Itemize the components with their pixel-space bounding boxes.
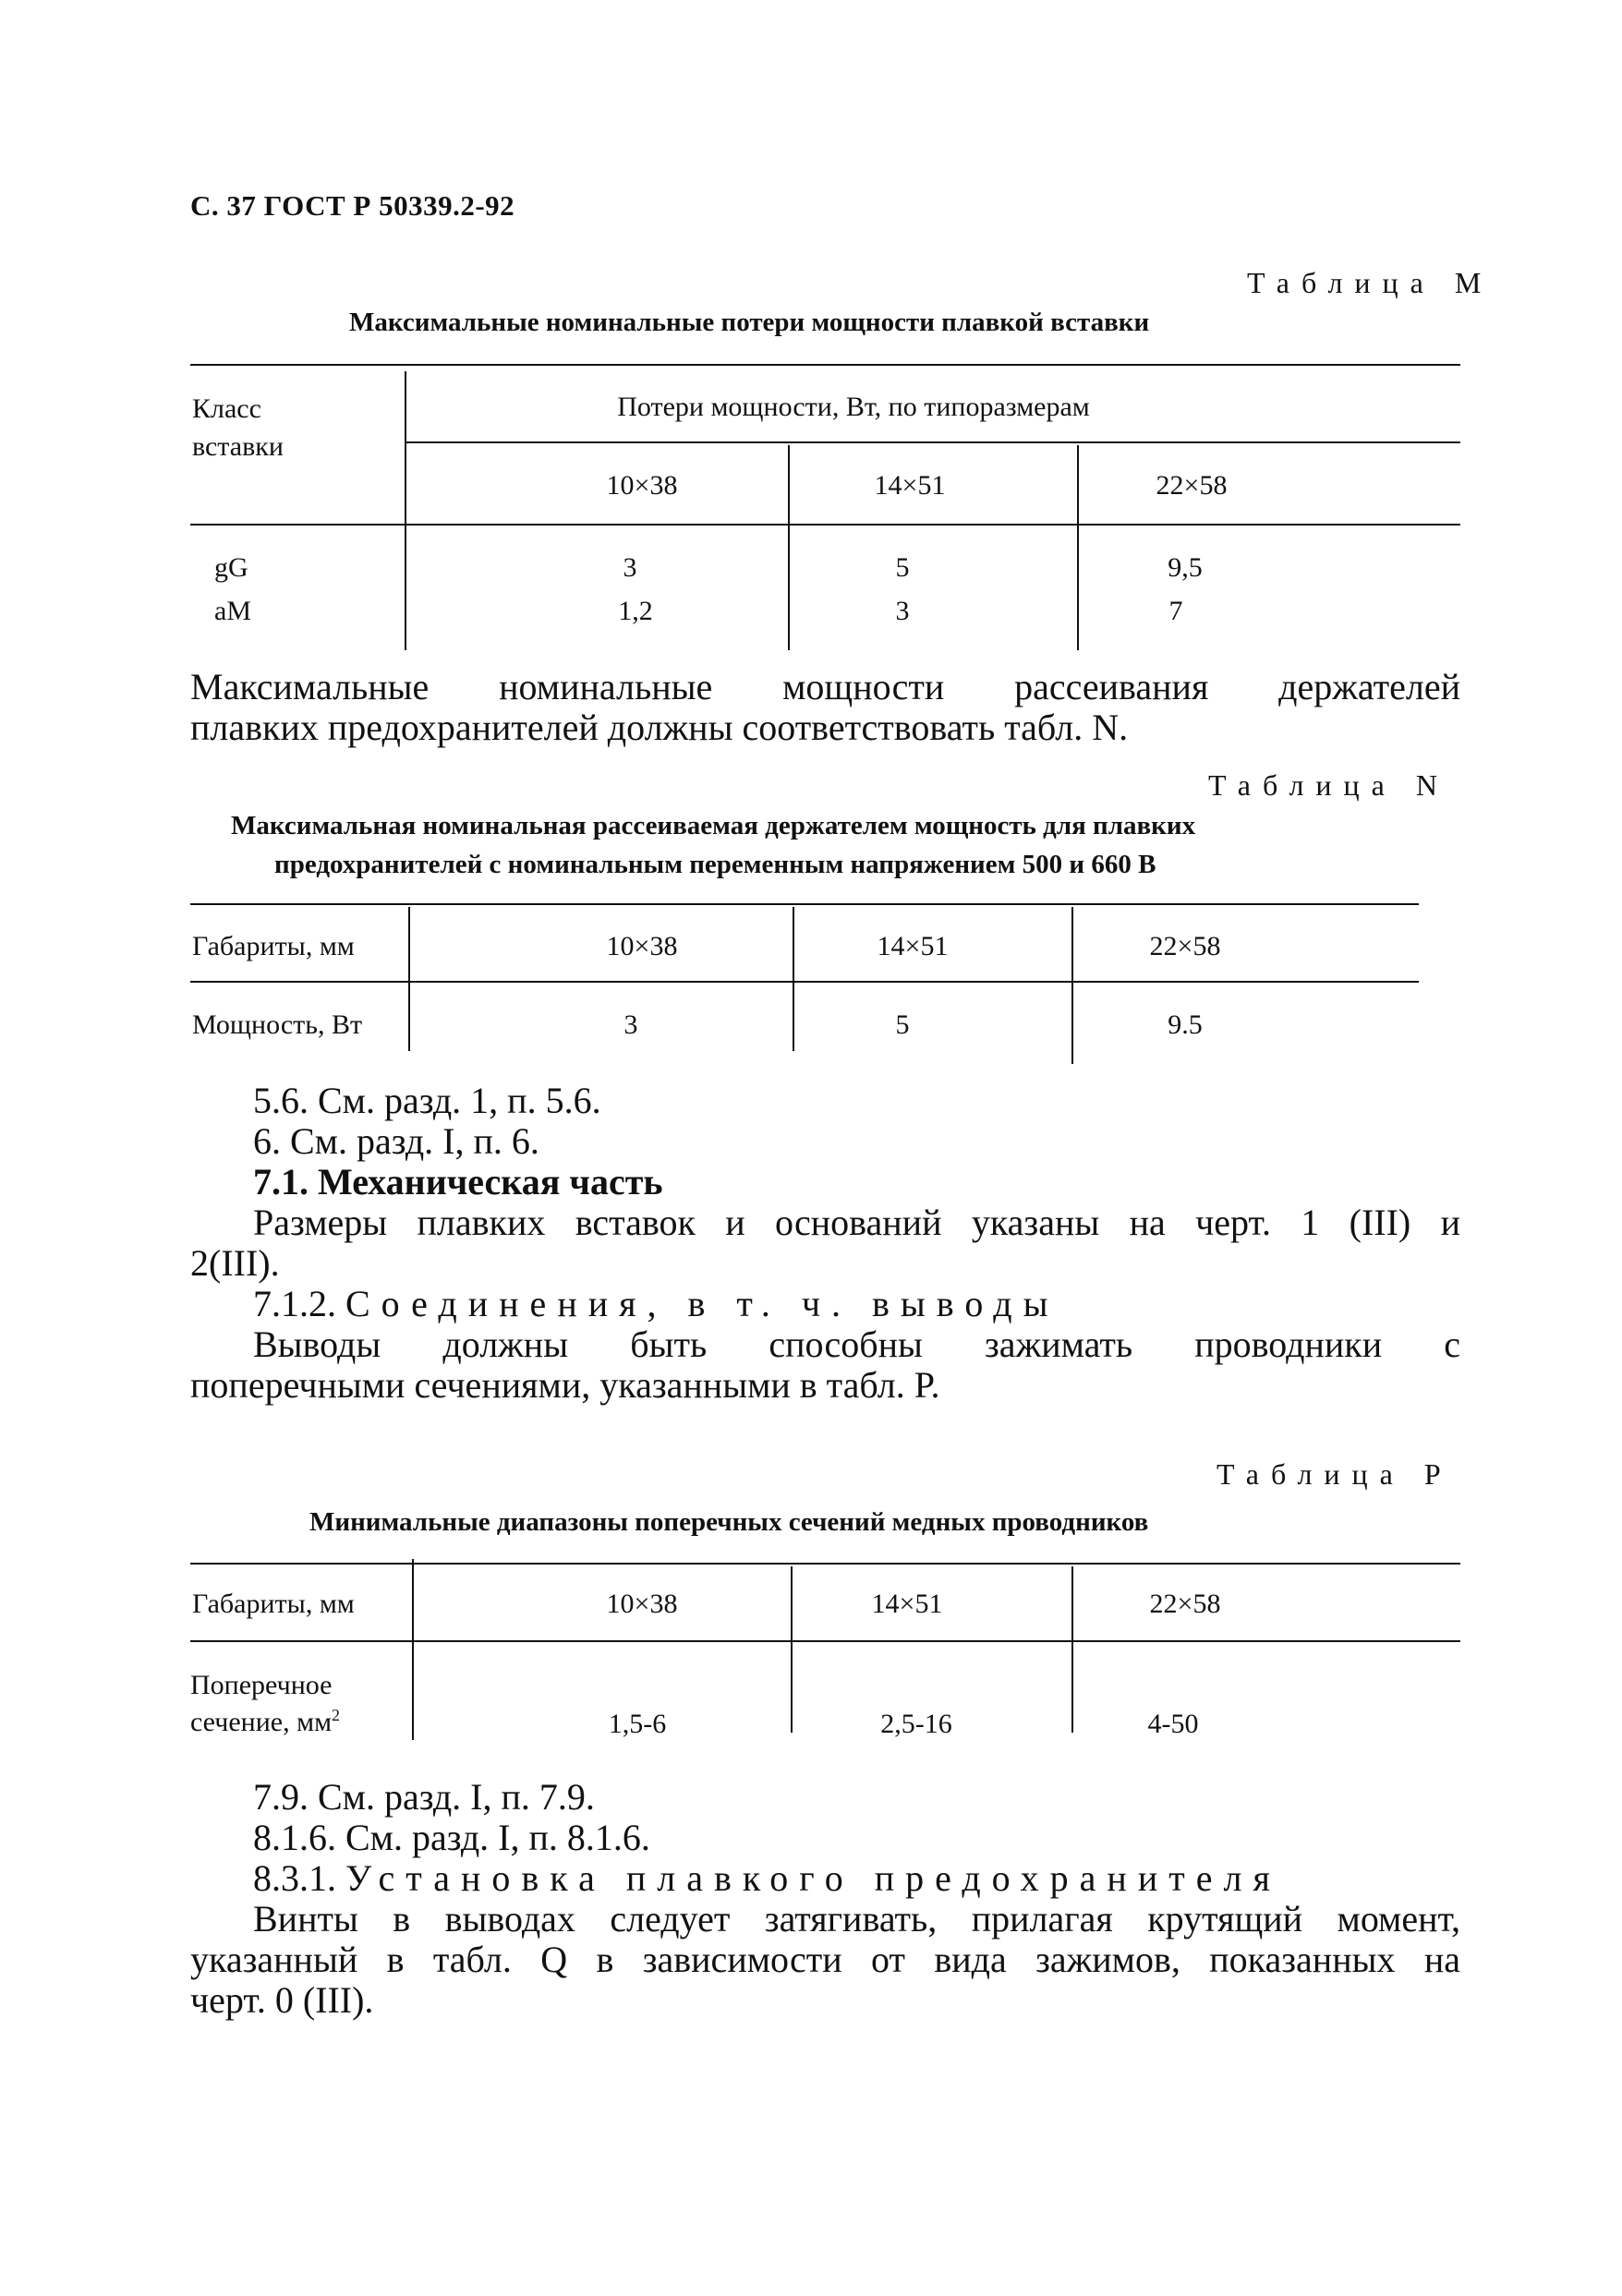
section-6: 6. См. разд. I, п. 6.: [253, 1120, 539, 1162]
table-m-size-3: 22×58: [1156, 470, 1228, 501]
table-p-value-3: 4-50: [1147, 1709, 1199, 1739]
table-p-size-2: 14×51: [871, 1589, 943, 1619]
section-7-9: 7.9. См. разд. I, п. 7.9.: [253, 1776, 595, 1818]
table-p-title: Минимальные диапазоны поперечных сечений медных проводников: [309, 1507, 1149, 1537]
table-p-size-3: 22×58: [1149, 1589, 1221, 1619]
table-m-row2-value2: 3: [895, 596, 910, 626]
table-n-value-3: 9.5: [1168, 1009, 1203, 1040]
table-n-title-line1: Максимальная номинальная рассеиваемая держателем мощность для плавких: [231, 811, 1196, 840]
table-m-caption: Таблица M: [1247, 266, 1494, 299]
table-n-row1-label: Габариты, мм: [192, 931, 355, 961]
table-p-caption: Таблица P: [1216, 1457, 1453, 1491]
table-m-row1-value2: 5: [895, 552, 910, 583]
table-n-row2-label: Мощность, Вт: [192, 1009, 363, 1040]
table-n-size-2: 14×51: [877, 931, 949, 961]
table-p-value-1: 1,5-6: [608, 1709, 667, 1739]
section-5-6: 5.6. См. разд. 1, п. 5.6.: [253, 1080, 601, 1121]
section-7-1-2-text-line1: Выводы должны быть способны зажимать проводники с: [253, 1323, 1460, 1365]
section-8-3-1-number: 8.3.1.: [253, 1857, 336, 1899]
table-m-group-header: Потери мощности, Вт, по типоразмерам: [617, 392, 1090, 422]
table-m-size-2: 14×51: [874, 470, 946, 501]
paragraph-table-n-intro-line2: плавких предохранителей должны соответствовать табл. N.: [190, 707, 1129, 748]
section-7-1-2-text-line2: поперечными сечениями, указанными в табл. P.: [190, 1364, 940, 1406]
table-m-size-1: 10×38: [606, 470, 678, 501]
section-7-1-text-line1: Размеры плавких вставок и оснований указаны на черт. 1 (III) и: [253, 1202, 1460, 1243]
section-7-1-2-title: Соединения, в т. ч. выводы: [345, 1283, 1059, 1324]
section-8-3-1-text-line3: черт. 0 (III).: [190, 1979, 374, 2021]
table-p-row2-label-line1: Поперечное: [190, 1670, 333, 1700]
table-p-size-1: 10×38: [606, 1589, 678, 1619]
table-n-value-2: 5: [895, 1009, 910, 1040]
section-8-1-6: 8.1.6. См. разд. I, п. 8.1.6.: [253, 1817, 650, 1858]
section-7-1-2-heading: [253, 1284, 1059, 1324]
table-n-caption: Таблица N: [1208, 768, 1449, 802]
table-m-row2-value1: 1,2: [618, 596, 653, 626]
section-7-1-2-number: 7.1.2.: [253, 1283, 336, 1324]
page-header: С. 37 ГОСТ Р 50339.2-92: [190, 189, 515, 222]
section-8-3-1-title: Установка плавкого предохранителя: [345, 1857, 1281, 1899]
table-n-size-1: 10×38: [606, 931, 678, 961]
table-p-value-2: 2,5-16: [880, 1709, 952, 1739]
table-p-row1-label: Габариты, мм: [192, 1589, 355, 1619]
paragraph-table-n-intro-line1: Максимальные номинальные мощности рассеивания держателей: [190, 666, 1460, 707]
table-n-value-1: 3: [623, 1009, 638, 1040]
table-m-row1-value1: 3: [623, 552, 637, 583]
table-p-row2-label-line2: сечение, $мм^2$: [190, 1706, 341, 1737]
table-m-title: Максимальные номинальные потери мощности плавкой вставки: [349, 308, 1150, 337]
table-n-size-3: 22×58: [1149, 931, 1221, 961]
table-m-row1-value3: 9,5: [1168, 552, 1203, 583]
section-8-3-1-text-line1: Винты в выводах следует затягивать, прилагая крутящий момент,: [253, 1898, 1460, 1940]
table-m-row2-value3: 7: [1168, 596, 1183, 626]
table-m-row2-label: aM: [214, 596, 251, 626]
table-m-col0-header-line1: Класс: [192, 393, 261, 424]
table-n-title-line2: предохранителей с номинальным переменным напряжением 500 и 660 В: [274, 850, 1156, 879]
table-m-col0-header-line2: вставки: [192, 431, 284, 462]
section-8-3-1-heading: [253, 1858, 1281, 1899]
section-7-1-heading: 7.1. Механическая часть: [253, 1161, 663, 1202]
section-7-1-text-line2: 2(III).: [190, 1242, 280, 1284]
table-m-row1-label: gG: [214, 552, 248, 583]
section-8-3-1-text-line2: указанный в табл. Q в зависимости от вида зажимов, показанных на: [190, 1939, 1460, 1980]
